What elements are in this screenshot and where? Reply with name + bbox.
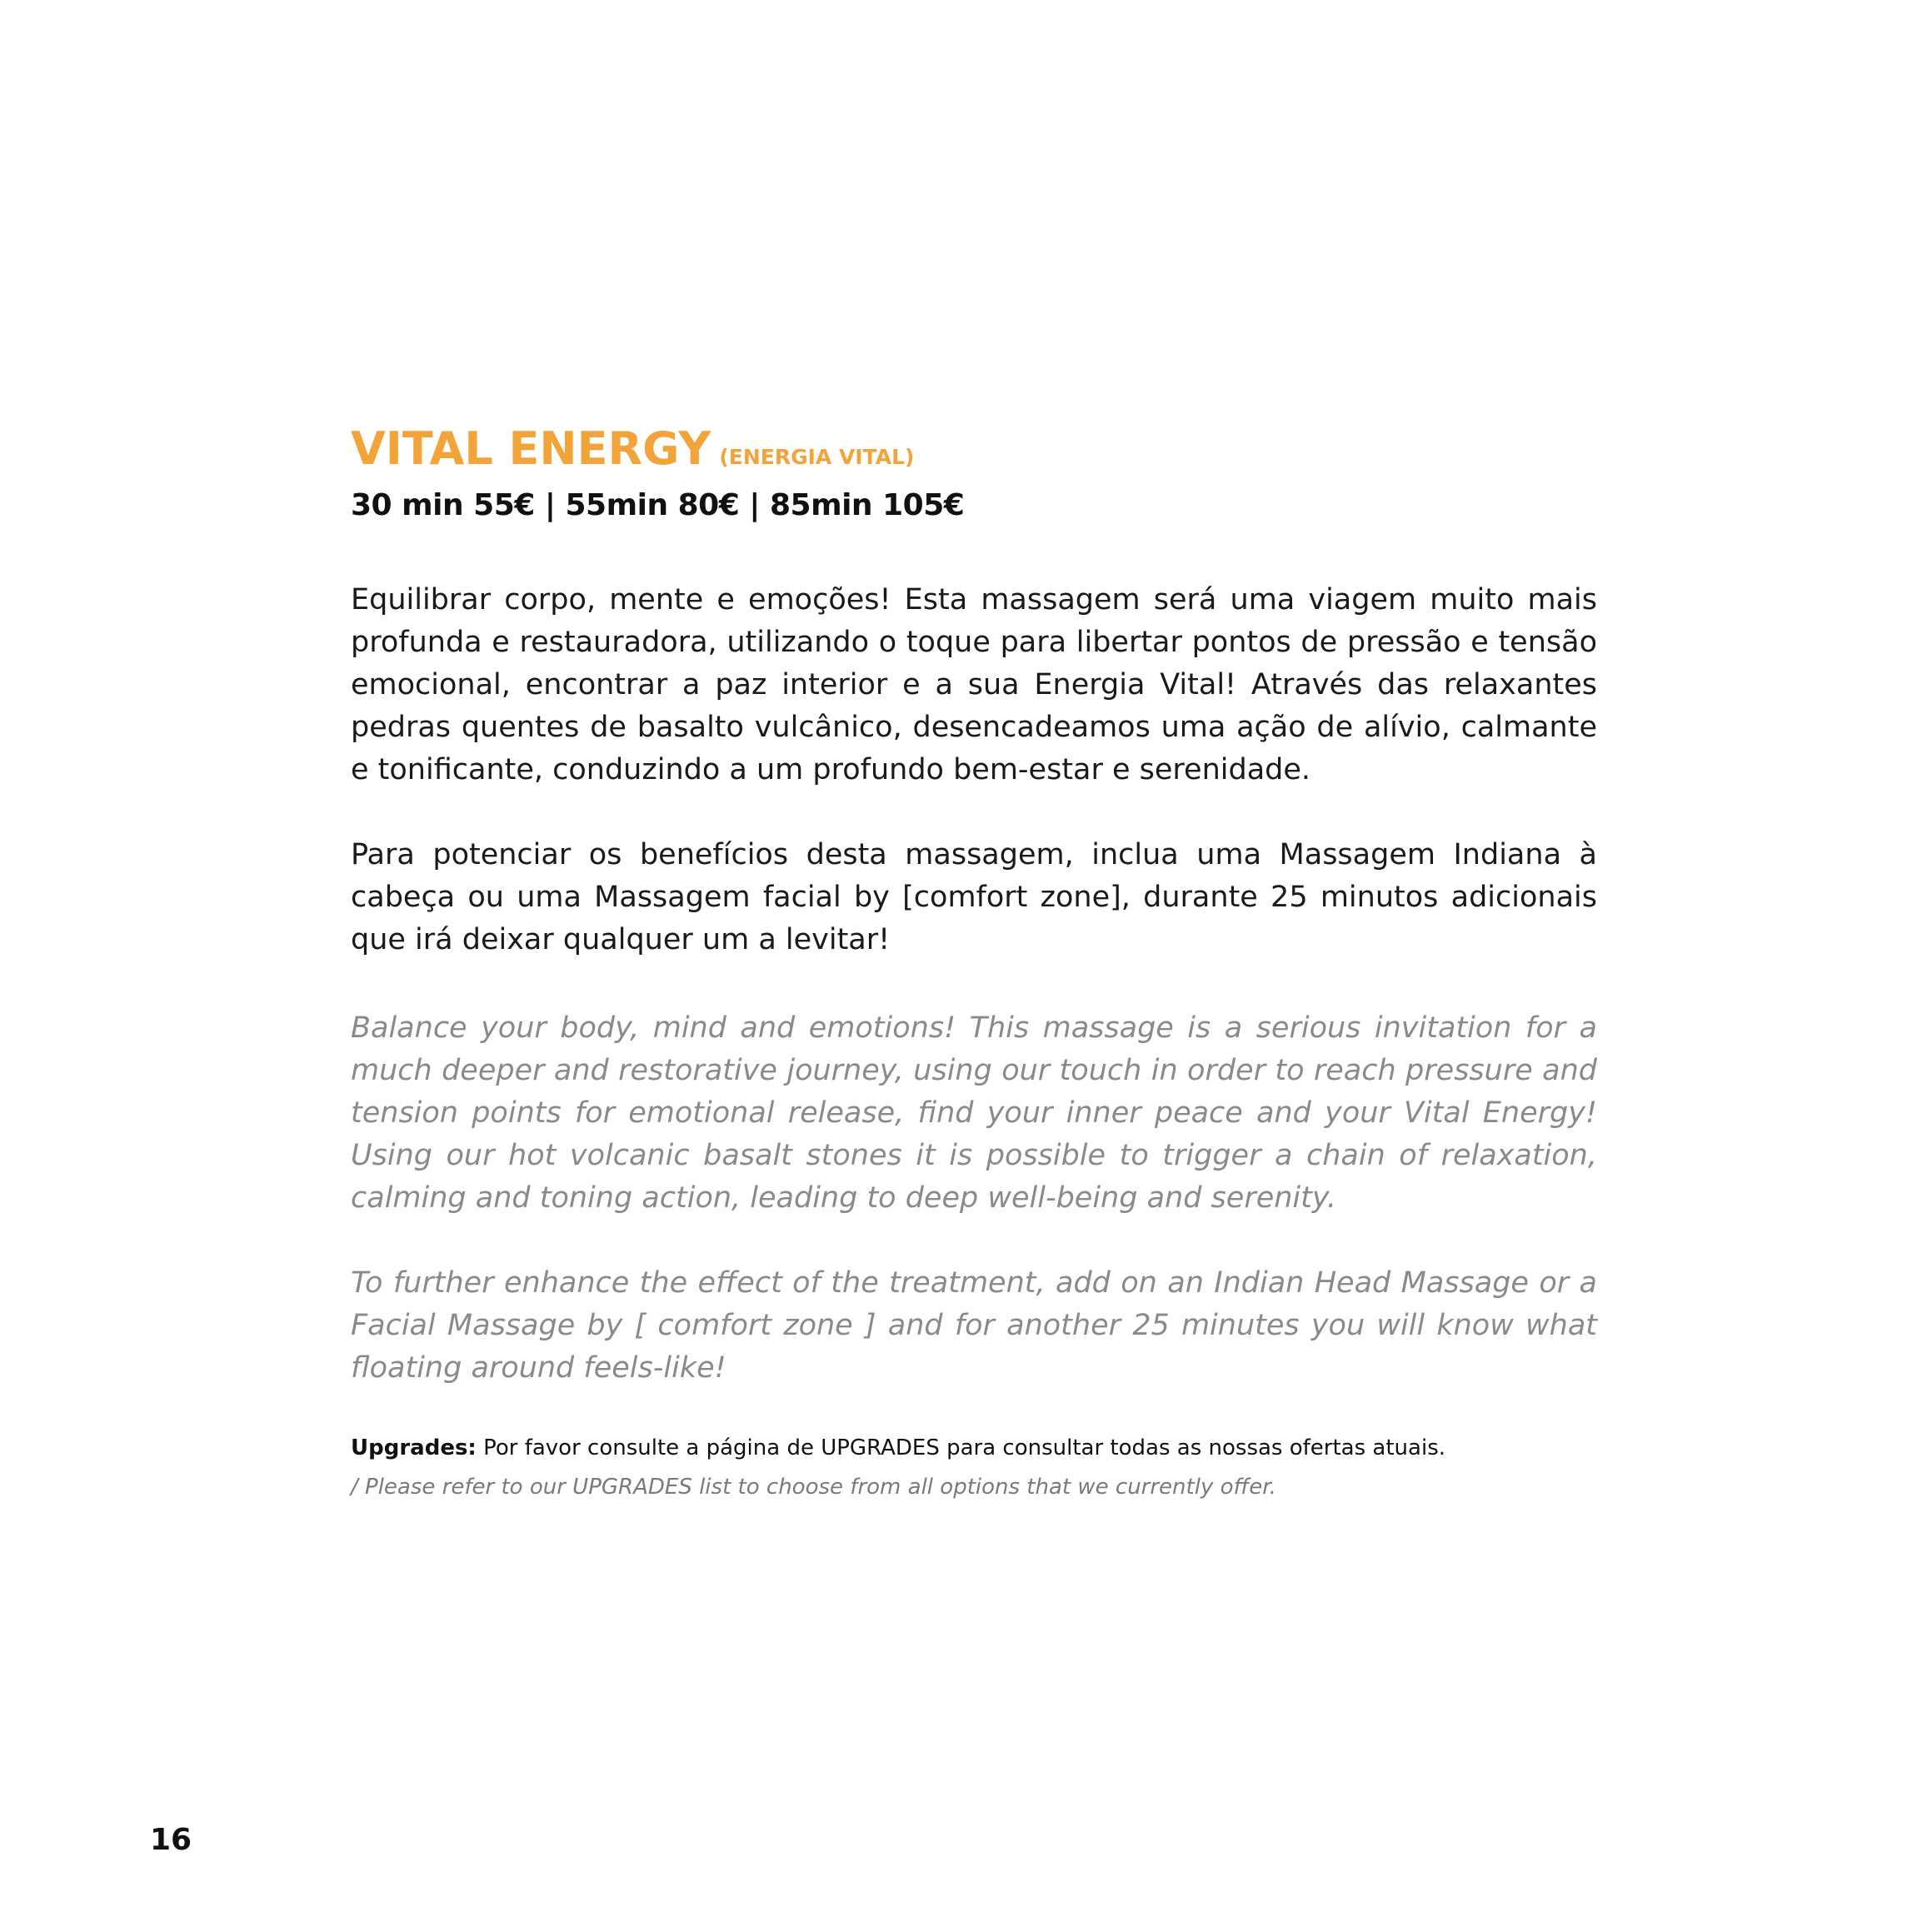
page-number: 16 [150, 1823, 192, 1857]
description-en-paragraph-1: Balance your body, mind and emotions! This massage is a serious invitation for a much deeper and restorative journey, using our touch in order to reach pressure and tension points for emotional release, find your inner peace and your Vital Energy! Using our hot volcanic basalt stones it is possible to trigger a chain of relaxation, calming and toning action, leading to deep well-being and serenity. [351, 1011, 1597, 1215]
upgrades-text-pt: Por favor consulte a página de UPGRADES para consultar todas as nossas ofertas atuais. [476, 1435, 1445, 1460]
upgrades-note [351, 1431, 1597, 1465]
description-en-paragraph-2: To further enhance the effect of the treatment, add on an Indian Head Massage or a Facial Massage by [ comfort zone ] and for another 25 minutes you will know what floating around feels-like! [351, 1266, 1597, 1385]
description-pt-paragraph-1: Equilibrar corpo, mente e emoções! Esta massagem será uma viagem muito mais profunda e restauradora, utilizando o toque para libertar pontos de pressão e tensão emocional, encontrar a paz interior e a sua Energia Vital! Através das relaxantes pedras quentes de basalto vulcânico, desencadeamos uma ação de alívio, calmante e tonificante, conduzindo a um profundo bem-estar e serenidade. [351, 583, 1597, 786]
treatment-heading [351, 422, 1597, 475]
price-list: 30 min 55€ | 55min 80€ | 85min 105€ [351, 488, 965, 522]
treatment-title: VITAL ENERGY [351, 422, 711, 475]
treatment-subtitle: (ENERGIA VITAL) [719, 445, 915, 469]
treatment-section [351, 422, 1597, 1501]
description-pt-paragraph-2: Para potenciar os benefícios desta massagem, inclua uma Massagem Indiana à cabeça ou uma Massagem facial by [comfort zone], durante 25 minutos adicionais que irá deixar qualquer um a levitar! [351, 838, 1597, 956]
upgrades-text-en: / Please refer to our UPGRADES list to choose from all options that we currently offer. [351, 1475, 1276, 1500]
upgrades-label: Upgrades: [351, 1435, 477, 1460]
